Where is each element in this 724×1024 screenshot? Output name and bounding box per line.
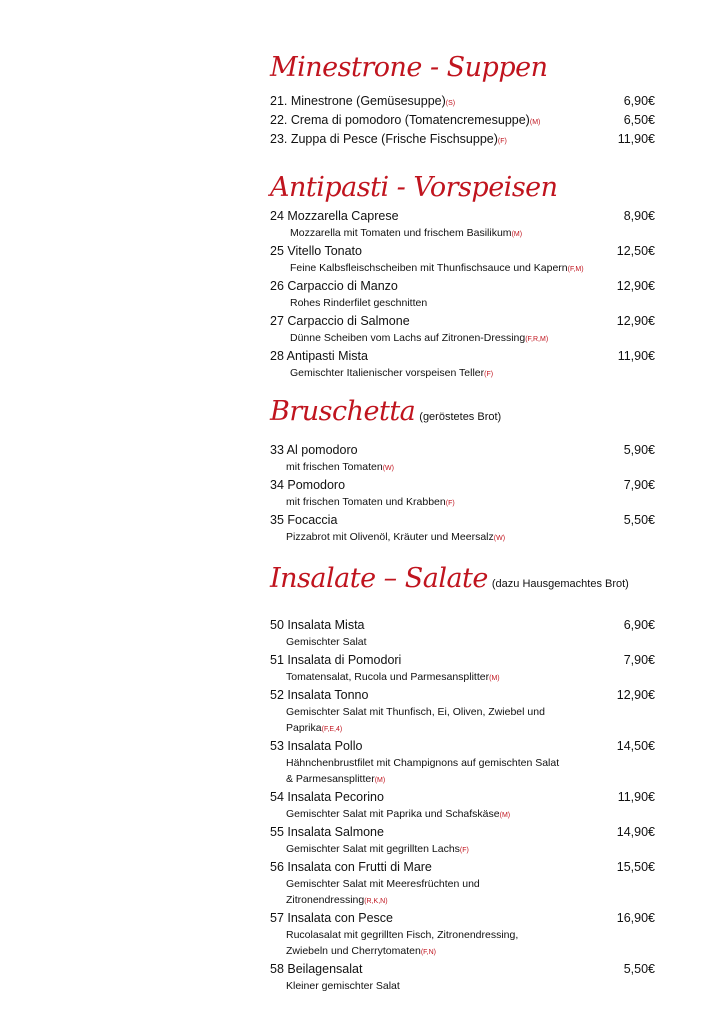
menu-item: [270, 112, 660, 131]
item-description: Gemischter Salat mit Thunfisch, Ei, Oliven, Zwiebel und Paprika(F,E,4): [286, 706, 545, 734]
allergen-code: (M): [499, 812, 511, 819]
item-name: 21. Minestrone (Gemüsesuppe)(S): [270, 94, 456, 108]
menu-item: [270, 859, 660, 910]
item-description: Rohes Rinderfilet geschnitten: [290, 297, 428, 309]
item-description: Pizzabrot mit Olivenöl, Kräuter und Meersalz(W): [286, 531, 506, 543]
section-bruschetta: [270, 396, 660, 547]
item-list: [270, 208, 660, 383]
allergen-code: (M): [529, 119, 541, 126]
item-description: mit frischen Tomaten(W): [286, 461, 394, 473]
item-name: 54 Insalata Pecorino: [270, 790, 384, 804]
item-list: [270, 93, 660, 150]
item-price: 6,50€: [623, 113, 655, 127]
allergen-code: (F): [484, 371, 494, 378]
item-description: Rucolasalat mit gegrillten Fisch, Zitronendressing, Zwiebeln und Cherrytomaten(F,N): [286, 929, 519, 957]
section-title: Minestrone - Suppen: [270, 52, 548, 83]
menu-item: [270, 93, 660, 112]
item-list: [270, 442, 660, 547]
item-description: Tomatensalat, Rucola und Parmesansplitter(M): [286, 671, 500, 683]
item-name: 33 Al pomodoro: [270, 443, 358, 457]
item-name: 50 Insalata Mista: [270, 618, 365, 632]
section-starters: [270, 172, 660, 383]
item-price: 12,50€: [616, 244, 655, 258]
item-price: 15,50€: [616, 860, 655, 874]
item-price: 6,90€: [623, 94, 655, 108]
menu-item: [270, 243, 660, 278]
allergen-code: (S): [445, 100, 456, 107]
menu-item: [270, 313, 660, 348]
item-description: mit frischen Tomaten und Krabben(F): [286, 496, 455, 508]
item-name: 34 Pomodoro: [270, 478, 346, 492]
section-note: (dazu Hausgemachtes Brot): [491, 578, 629, 590]
item-price: 12,90€: [616, 279, 655, 293]
item-name: 55 Insalata Salmone: [270, 825, 384, 839]
item-price: 14,90€: [616, 825, 655, 839]
allergen-code: (M): [374, 777, 386, 784]
menu-item: [270, 961, 660, 996]
item-name: 51 Insalata di Pomodori: [270, 653, 402, 667]
item-price: 12,90€: [616, 314, 655, 328]
section-salads: [270, 563, 660, 996]
item-description: Gemischter Salat mit Paprika und Schafskäse(M): [286, 808, 511, 820]
item-description: Gemischter Salat mit Meeresfrüchten und Zitronendressing(R,K,N): [286, 878, 480, 906]
item-name: 24 Mozzarella Caprese: [270, 209, 399, 223]
item-name: 27 Carpaccio di Salmone: [270, 314, 410, 328]
item-description: Mozzarella mit Tomaten und frischem Basilikum(M): [290, 227, 523, 239]
item-price: 11,90€: [617, 790, 655, 804]
item-name: 26 Carpaccio di Manzo: [270, 279, 398, 293]
item-name: 23. Zuppa di Pesce (Frische Fischsuppe)(F): [270, 132, 507, 146]
menu-item: [270, 348, 660, 383]
allergen-code: (F): [497, 138, 507, 145]
item-price: 5,50€: [623, 513, 655, 527]
item-price: 11,90€: [617, 132, 655, 146]
item-name: 53 Insalata Pollo: [270, 739, 363, 753]
menu-item: [270, 789, 660, 824]
item-description: Gemischter Italienischer vorspeisen Teller(F): [290, 367, 494, 379]
item-name: 57 Insalata con Pesce: [270, 911, 393, 925]
item-price: 11,90€: [617, 349, 655, 363]
item-price: 5,90€: [623, 443, 655, 457]
item-name: 35 Focaccia: [270, 513, 338, 527]
item-price: 8,90€: [623, 209, 655, 223]
allergen-code: (F): [459, 847, 469, 854]
allergen-code: (M): [489, 675, 500, 682]
item-price: 5,50€: [623, 962, 655, 976]
item-name: 25 Vitello Tonato: [270, 244, 362, 258]
allergen-code: (M): [511, 231, 523, 238]
item-list: [270, 617, 660, 996]
item-description: Feine Kalbsfleischscheiben mit Thunfischsauce und Kapern(F,M): [290, 262, 584, 274]
allergen-code: (F): [445, 500, 455, 507]
section-note: (geröstetes Brot): [419, 411, 502, 423]
menu-item: [270, 617, 660, 652]
item-price: 7,90€: [623, 478, 655, 492]
section-title: Antipasti - Vorspeisen: [270, 172, 558, 203]
menu-item: [270, 738, 660, 789]
menu-item: [270, 824, 660, 859]
allergen-code: (W): [493, 535, 506, 542]
menu-item: [270, 652, 660, 687]
item-description: Kleiner gemischter Salat: [286, 980, 400, 992]
menu-item: [270, 208, 660, 243]
item-name: 52 Insalata Tonno: [270, 688, 369, 702]
item-price: 12,90€: [616, 688, 655, 702]
item-name: 22. Crema di pomodoro (Tomatencremesuppe)(M): [270, 113, 541, 127]
item-description: Hähnchenbrustfilet mit Champignons auf gemischten Salat & Parmesansplitter(M): [286, 757, 560, 785]
allergen-code: (F,R,M): [525, 336, 549, 343]
item-name: 58 Beilagensalat: [270, 962, 363, 976]
menu-item: [270, 131, 660, 150]
menu-item: [270, 442, 660, 477]
menu-item: [270, 477, 660, 512]
item-name: 28 Antipasti Mista: [270, 349, 368, 363]
allergen-code: (F,M): [567, 266, 584, 273]
item-description: Dünne Scheiben vom Lachs auf Zitronen-Dressing(F,R,M): [290, 332, 549, 344]
item-name: 56 Insalata con Frutti di Mare: [270, 860, 432, 874]
menu-item: [270, 687, 660, 738]
item-description: Gemischter Salat: [286, 636, 367, 648]
item-price: 16,90€: [616, 911, 655, 925]
item-price: 7,90€: [623, 653, 655, 667]
section-title: Insalate – Salate (dazu Hausgemachtes Brot): [270, 563, 629, 594]
menu-item: [270, 278, 660, 313]
menu-item: [270, 910, 660, 961]
section-title: Bruschetta (geröstetes Brot): [270, 396, 502, 427]
allergen-code: (R,K,N): [364, 898, 388, 905]
item-price: 6,90€: [623, 618, 655, 632]
allergen-code: (W): [382, 465, 394, 472]
item-description: Gemischter Salat mit gegrillten Lachs(F): [286, 843, 469, 855]
allergen-code: (F,N): [420, 949, 436, 956]
allergen-code: (F,E,4): [321, 726, 343, 733]
section-soups: [270, 52, 660, 150]
item-price: 14,50€: [616, 739, 655, 753]
menu-item: [270, 512, 660, 547]
